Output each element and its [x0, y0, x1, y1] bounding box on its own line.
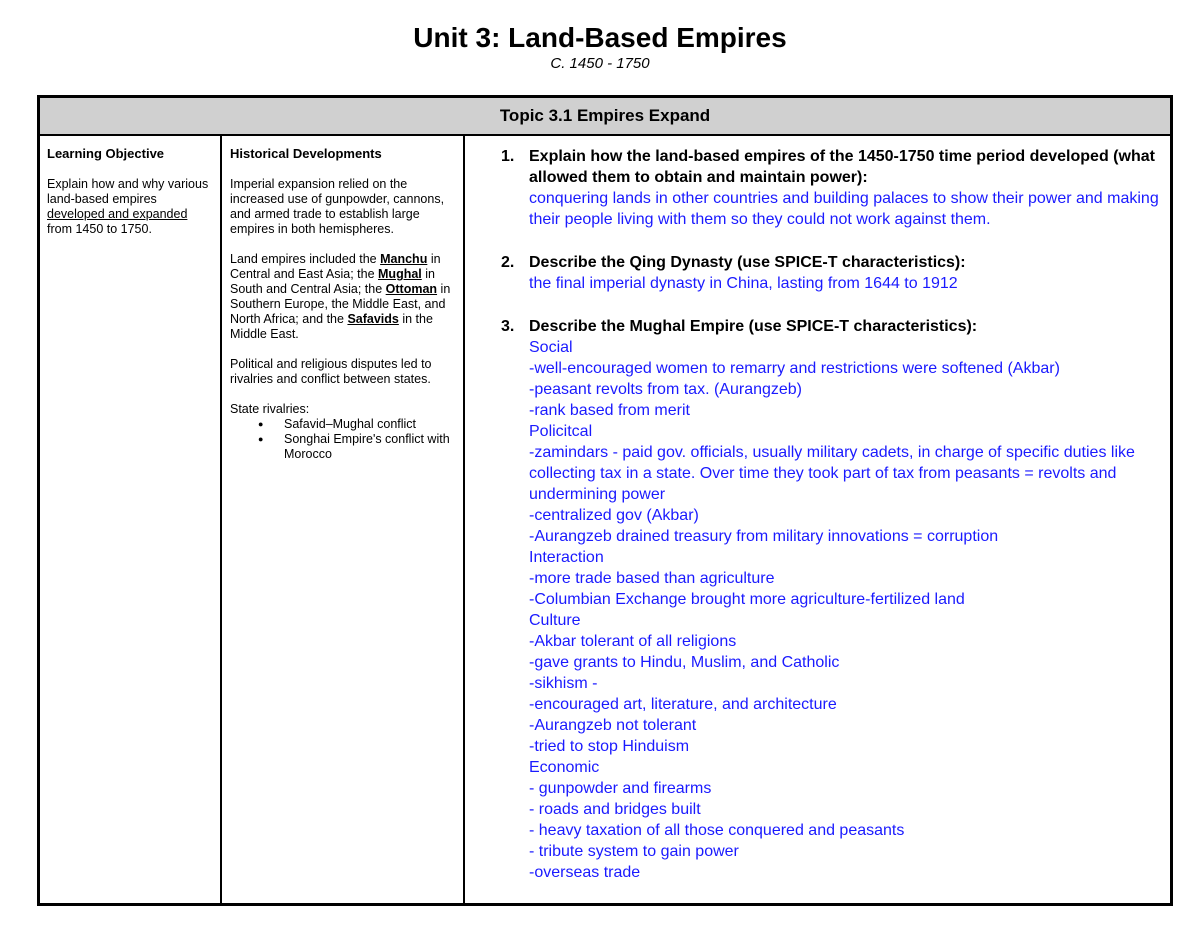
answer-lines — [529, 337, 1160, 883]
answer-line: -rank based from merit — [529, 402, 690, 419]
answer-line: Policitcal — [529, 423, 593, 440]
answer-line: - gunpowder and firearms — [529, 780, 712, 797]
answer-line: Interaction — [529, 549, 604, 566]
answer-line: -tried to stop Hinduism — [529, 738, 690, 755]
question-1 — [501, 146, 1160, 230]
answer-line: -Akbar tolerant of all religions — [529, 633, 737, 650]
topic-table — [37, 95, 1173, 906]
topic-heading: Topic 3.1 Empires Expand — [40, 98, 1170, 136]
question-number: 1. — [501, 148, 515, 165]
question-body — [529, 146, 1160, 230]
answer-text: the final imperial dynasty in China, lasting from 1644 to 1912 — [529, 275, 958, 292]
answer-line: - heavy taxation of all those conquered and peasants — [529, 822, 905, 839]
answer-line: -gave grants to Hindu, Muslim, and Catholic — [529, 654, 840, 671]
mughal-term: Mughal — [378, 267, 422, 281]
rivalry-item: ● Songhai Empire's conflict with Morocco — [258, 432, 455, 462]
answer-line: Economic — [529, 759, 600, 776]
question-text: Describe the Mughal Empire (use SPICE-T characteristics): — [529, 318, 978, 335]
rivalries-label: State rivalries: — [230, 402, 310, 416]
hd-p2-text-4: in Southern Europe, the Middle East, and North Africa; and the — [230, 282, 451, 326]
table-body-row — [40, 136, 1170, 903]
answer-line: - roads and bridges built — [529, 801, 701, 818]
page-subtitle: C. 1450 - 1750 — [550, 55, 650, 72]
question-3 — [501, 316, 1160, 883]
hd-paragraph-3: Political and religious disputes led to rivalries and conflict between states. — [230, 357, 432, 386]
lo-text-start: Explain how and why various land-based empires — [47, 177, 209, 206]
hd-p2-text-2: in Central and East Asia; the — [230, 252, 441, 281]
question-text: Explain how the land-based empires of the 1450-1750 time period developed (what allowed them to obtain and maintain power): — [529, 148, 1155, 186]
learning-objective-heading: Learning Objective — [47, 146, 165, 161]
question-text: Describe the Qing Dynasty (use SPICE-T characteristics): — [529, 254, 966, 271]
answer-line: - tribute system to gain power — [529, 843, 739, 860]
document-header — [0, 22, 1200, 73]
answer-line: -encouraged art, literature, and architecture — [529, 696, 837, 713]
answer-line: -well-encouraged women to remarry and restrictions were softened (Akbar) — [529, 360, 1060, 377]
question-body — [529, 316, 1160, 883]
rivalries-list — [258, 417, 455, 462]
ottoman-term: Ottoman — [385, 282, 438, 296]
question-number: 2. — [501, 254, 515, 271]
hd-paragraph-2 — [230, 252, 455, 342]
learning-objective-text — [47, 177, 214, 237]
answer-line: -overseas trade — [529, 864, 641, 881]
answer-text: conquering lands in other countries and building palaces to show their power and making their people living with them so they could not work against them. — [529, 190, 1159, 228]
answer-line: Culture — [529, 612, 581, 629]
answer-line: -zamindars - paid gov. officials, usually military cadets, in charge of specific duties like collecting tax in a state. Over time they took part of tax from peasants = revolts and undermining power — [529, 444, 1135, 503]
hd-p2-text-5: in the Middle East. — [230, 312, 433, 341]
hd-paragraph-1: Imperial expansion relied on the increased use of gunpowder, cannons, and armed trade to establish large empires in both hemispheres. — [230, 177, 445, 236]
manchu-term: Manchu — [380, 252, 428, 266]
lo-underlined-text: developed and expanded — [47, 207, 188, 221]
learning-objective-column — [40, 136, 222, 903]
safavids-term: Safavids — [347, 312, 399, 326]
hd-p2-text-3: in South and Central Asia; the — [230, 267, 435, 296]
rivalry-item: ● Safavid–Mughal conflict — [258, 417, 455, 432]
answer-line: -Aurangzeb not tolerant — [529, 717, 697, 734]
lo-text-end: from 1450 to 1750. — [47, 222, 152, 236]
answer-line: Social — [529, 339, 573, 356]
answer-line: -sikhism - — [529, 675, 598, 692]
answer-line: -peasant revolts from tax. (Aurangzeb) — [529, 381, 803, 398]
page-title: Unit 3: Land-Based Empires — [413, 22, 787, 53]
answer-line: -Aurangzeb drained treasury from military innovations = corruption — [529, 528, 999, 545]
answer-line: -centralized gov (Akbar) — [529, 507, 699, 524]
historical-developments-heading: Historical Developments — [230, 146, 382, 161]
question-2 — [501, 252, 1160, 294]
question-number: 3. — [501, 318, 515, 335]
answer-line: -Columbian Exchange brought more agriculture-fertilized land — [529, 591, 965, 608]
question-body — [529, 252, 1160, 294]
historical-developments-column — [222, 136, 465, 903]
questions-column — [465, 136, 1170, 903]
hd-p2-text-1: Land empires included the — [230, 252, 381, 266]
answer-line: -more trade based than agriculture — [529, 570, 775, 587]
